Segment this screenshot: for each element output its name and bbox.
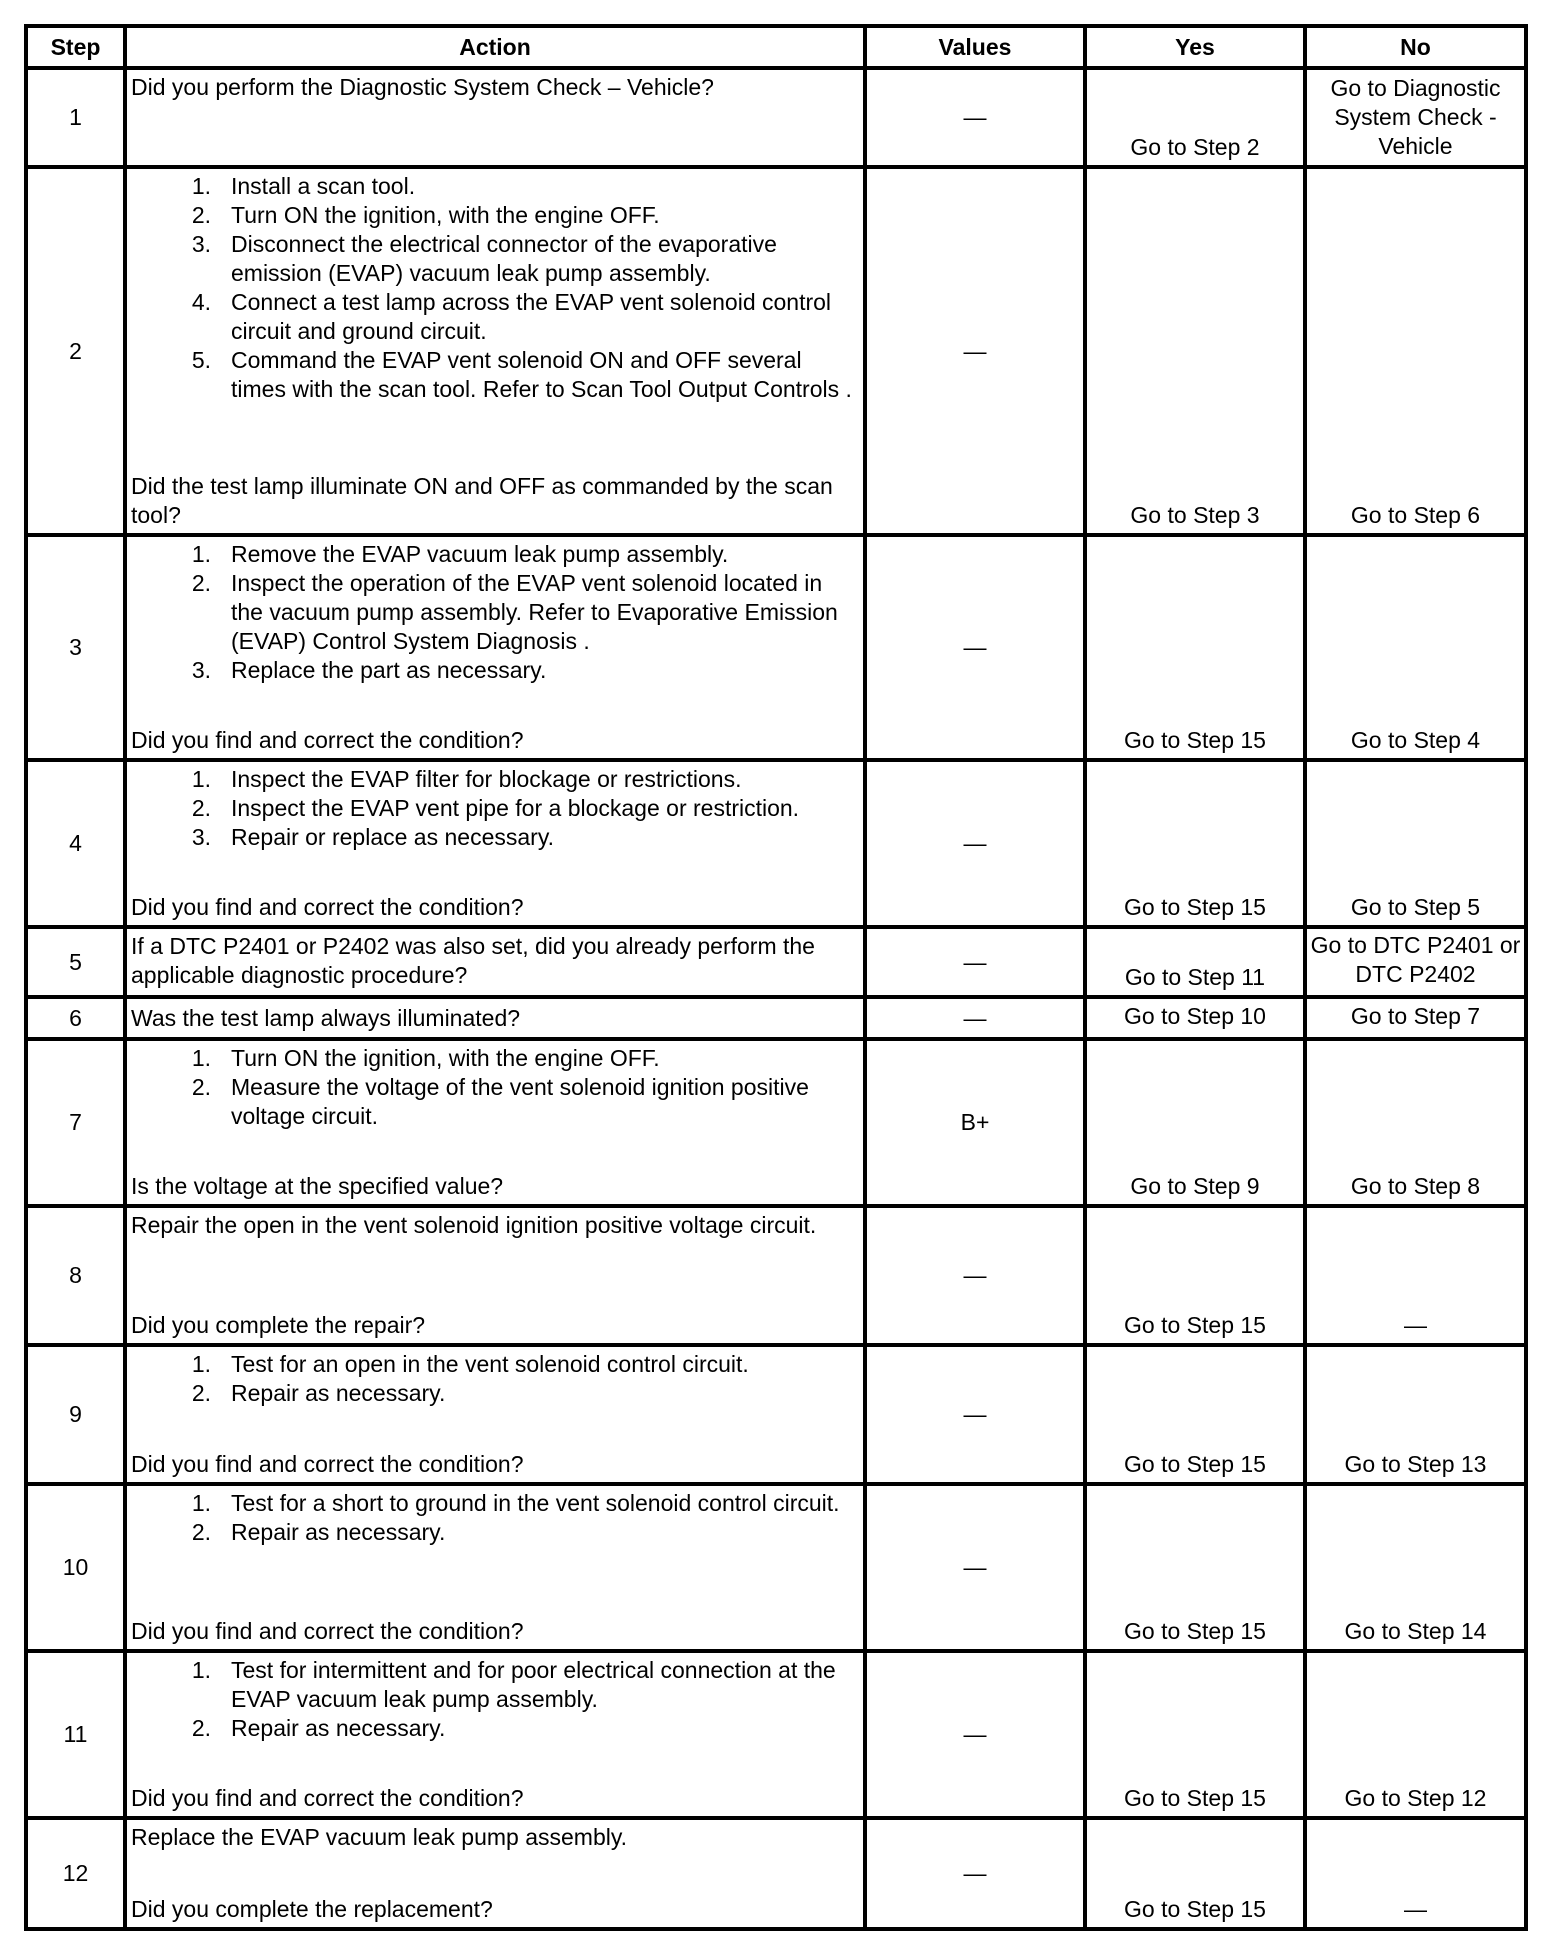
list-item: 1. Test for intermittent and for poor electrical connection at the EVAP vacuum leak pump assembly. xyxy=(191,1657,836,1712)
action-cell xyxy=(125,760,865,927)
table-row xyxy=(26,927,1526,997)
diagnostic-table-container xyxy=(24,24,1524,1931)
list-item: 2. Turn ON the ignition, with the engine OFF. xyxy=(191,202,660,228)
value-cell: B+ xyxy=(865,1039,1085,1206)
list-item: 4. Connect a test lamp across the EVAP vent solenoid control circuit and ground circuit. xyxy=(191,289,832,344)
list-item: 1. Install a scan tool. xyxy=(191,173,416,199)
no-cell: — xyxy=(1305,1206,1526,1345)
list-item: 3. Replace the part as necessary. xyxy=(191,657,547,683)
action-question: Did you find and correct the condition? xyxy=(131,1618,524,1644)
yes-cell: Go to Step 10 xyxy=(1085,997,1305,1039)
list-item: 1. Remove the EVAP vacuum leak pump assembly. xyxy=(191,541,729,567)
value-cell: — xyxy=(865,1818,1085,1929)
value-cell: — xyxy=(865,760,1085,927)
no-cell: Go to Step 6 xyxy=(1305,167,1526,535)
no-cell: Go to Step 14 xyxy=(1305,1484,1526,1651)
yes-cell: Go to Step 9 xyxy=(1085,1039,1305,1206)
value-cell: — xyxy=(865,535,1085,760)
action-steps-list xyxy=(131,765,857,852)
list-item: 1. Test for an open in the vent solenoid control circuit. xyxy=(191,1351,749,1377)
header-values: Values xyxy=(865,26,1085,68)
list-item: 2. Repair as necessary. xyxy=(191,1380,446,1406)
table-row xyxy=(26,1345,1526,1484)
action-cell xyxy=(125,1818,865,1929)
list-item: 2. Measure the voltage of the vent solenoid ignition positive voltage circuit. xyxy=(191,1074,809,1129)
action-question: Is the voltage at the specified value? xyxy=(131,1173,504,1199)
no-cell: Go to Step 8 xyxy=(1305,1039,1526,1206)
header-yes: Yes xyxy=(1085,26,1305,68)
action-cell xyxy=(125,1484,865,1651)
action-instruction: Replace the EVAP vacuum leak pump assembly. xyxy=(131,1824,628,1850)
step-number: 12 xyxy=(26,1818,125,1929)
header-step: Step xyxy=(26,26,125,68)
yes-cell: Go to Step 15 xyxy=(1085,1818,1305,1929)
yes-cell: Go to Step 15 xyxy=(1085,1345,1305,1484)
value-cell: — xyxy=(865,997,1085,1039)
table-row xyxy=(26,1206,1526,1345)
action-cell xyxy=(125,1651,865,1818)
action-steps-list xyxy=(131,540,857,685)
table-row xyxy=(26,1818,1526,1929)
yes-cell: Go to Step 3 xyxy=(1085,167,1305,535)
list-item: 2. Inspect the operation of the EVAP vent solenoid located in the vacuum pump assembly. Refer to Evaporative Emission (EVAP) Control System Diagnosis . xyxy=(191,570,838,654)
step-number: 6 xyxy=(26,997,125,1039)
no-cell: Go to Diagnostic System Check - Vehicle xyxy=(1305,68,1526,167)
step-number: 1 xyxy=(26,68,125,167)
list-item: 2. Repair as necessary. xyxy=(191,1519,446,1545)
list-item: 2. Inspect the EVAP vent pipe for a blockage or restriction. xyxy=(191,795,800,821)
no-cell: Go to Step 5 xyxy=(1305,760,1526,927)
no-cell: Go to Step 12 xyxy=(1305,1651,1526,1818)
no-cell: Go to Step 7 xyxy=(1305,997,1526,1039)
yes-cell: Go to Step 15 xyxy=(1085,1484,1305,1651)
list-item: 2. Repair as necessary. xyxy=(191,1715,446,1741)
value-cell: — xyxy=(865,1484,1085,1651)
list-item: 3. Disconnect the electrical connector of the evaporative emission (EVAP) vacuum leak pump assembly. xyxy=(191,231,777,286)
table-row xyxy=(26,997,1526,1039)
table-row xyxy=(26,1484,1526,1651)
action-question: Did you find and correct the condition? xyxy=(131,894,524,920)
no-cell: Go to Step 13 xyxy=(1305,1345,1526,1484)
step-number: 2 xyxy=(26,167,125,535)
list-item: 5. Command the EVAP vent solenoid ON and OFF several times with the scan tool. Refer to Scan Tool Output Controls . xyxy=(191,347,852,402)
action-cell xyxy=(125,68,865,167)
value-cell: — xyxy=(865,927,1085,997)
action-steps-list xyxy=(131,172,857,404)
list-item: 3. Repair or replace as necessary. xyxy=(191,824,554,850)
table-row xyxy=(26,1651,1526,1818)
diagnostic-table xyxy=(24,24,1528,1931)
table-row xyxy=(26,1039,1526,1206)
action-question: Did you find and correct the condition? xyxy=(131,727,524,753)
action-question: Was the test lamp always illuminated? xyxy=(131,1004,521,1031)
action-cell xyxy=(125,1206,865,1345)
yes-cell: Go to Step 15 xyxy=(1085,535,1305,760)
header-row xyxy=(26,26,1526,68)
table-row xyxy=(26,535,1526,760)
list-item: 1. Turn ON the ignition, with the engine OFF. xyxy=(191,1045,660,1071)
action-question: Did the test lamp illuminate ON and OFF as commanded by the scan tool? xyxy=(131,473,833,528)
table-row xyxy=(26,68,1526,167)
value-cell: — xyxy=(865,1651,1085,1818)
step-number: 5 xyxy=(26,927,125,997)
value-cell: — xyxy=(865,1345,1085,1484)
step-number: 3 xyxy=(26,535,125,760)
action-question: Did you complete the replacement? xyxy=(131,1896,493,1922)
yes-cell: Go to Step 15 xyxy=(1085,1651,1305,1818)
action-question: If a DTC P2401 or P2402 was also set, did you already perform the applicable diagnostic procedure? xyxy=(131,933,815,988)
value-cell: — xyxy=(865,167,1085,535)
table-row xyxy=(26,760,1526,927)
no-cell: — xyxy=(1305,1818,1526,1929)
no-cell: Go to DTC P2401 or DTC P2402 xyxy=(1305,927,1526,997)
step-number: 8 xyxy=(26,1206,125,1345)
value-cell: — xyxy=(865,68,1085,167)
action-cell xyxy=(125,535,865,760)
action-cell xyxy=(125,1039,865,1206)
no-cell: Go to Step 4 xyxy=(1305,535,1526,760)
action-cell xyxy=(125,1345,865,1484)
yes-cell: Go to Step 15 xyxy=(1085,1206,1305,1345)
yes-cell: Go to Step 15 xyxy=(1085,760,1305,927)
action-steps-list xyxy=(131,1044,857,1131)
action-cell xyxy=(125,927,865,997)
step-number: 10 xyxy=(26,1484,125,1651)
action-steps-list xyxy=(131,1350,857,1408)
table-row xyxy=(26,167,1526,535)
action-cell xyxy=(125,997,865,1039)
action-steps-list xyxy=(131,1489,857,1547)
yes-cell: Go to Step 11 xyxy=(1085,927,1305,997)
action-instruction: Repair the open in the vent solenoid ignition positive voltage circuit. xyxy=(131,1212,817,1238)
header-action: Action xyxy=(125,26,865,68)
step-number: 4 xyxy=(26,760,125,927)
list-item: 1. Test for a short to ground in the vent solenoid control circuit. xyxy=(191,1490,840,1516)
action-question: Did you perform the Diagnostic System Check – Vehicle? xyxy=(131,74,714,100)
value-cell: — xyxy=(865,1206,1085,1345)
action-steps-list xyxy=(131,1656,857,1743)
action-question: Did you find and correct the condition? xyxy=(131,1785,524,1811)
action-cell xyxy=(125,167,865,535)
action-question: Did you complete the repair? xyxy=(131,1312,426,1338)
step-number: 9 xyxy=(26,1345,125,1484)
header-no: No xyxy=(1305,26,1526,68)
action-question: Did you find and correct the condition? xyxy=(131,1451,524,1477)
yes-cell: Go to Step 2 xyxy=(1085,68,1305,167)
list-item: 1. Inspect the EVAP filter for blockage or restrictions. xyxy=(191,766,742,792)
step-number: 7 xyxy=(26,1039,125,1206)
step-number: 11 xyxy=(26,1651,125,1818)
